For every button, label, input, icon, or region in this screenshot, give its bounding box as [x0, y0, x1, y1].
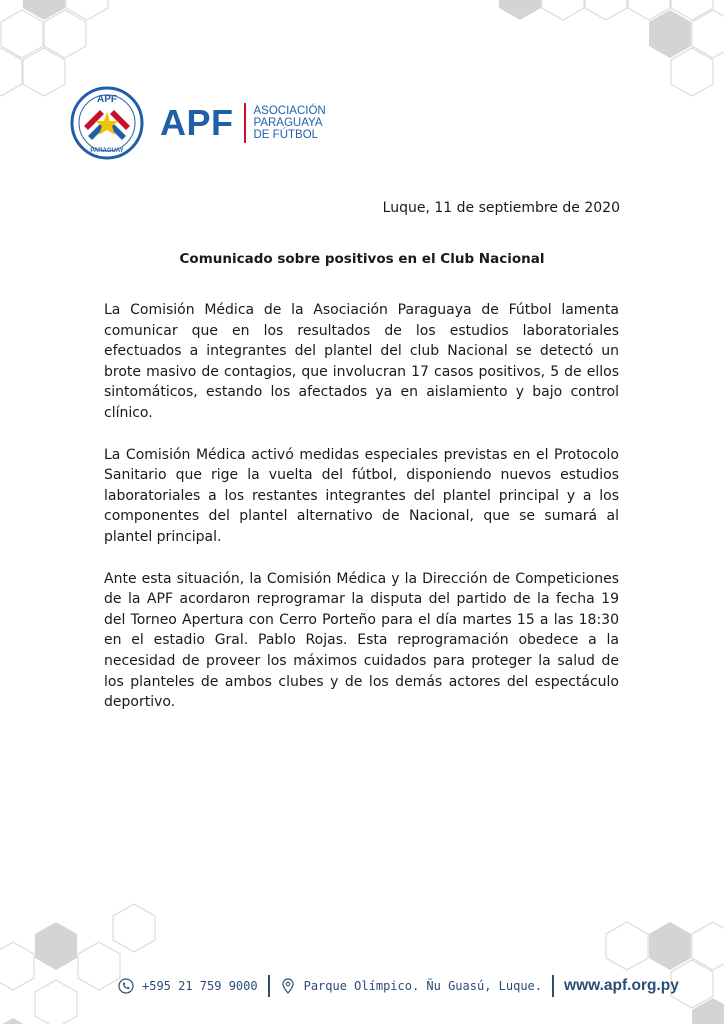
- apf-wordmark: APF: [160, 102, 234, 143]
- footer-address: Parque Olímpico. Ñu Guasú, Luque.: [303, 979, 543, 993]
- footer-phone[interactable]: +595 21 759 9000: [142, 979, 258, 993]
- association-line-1: ASOCIACIÓN: [253, 105, 326, 117]
- association-line-3: DE FÚTBOL: [253, 129, 319, 141]
- paragraph-3: Ante esta situación, la Comisión Médica y la Dirección de Competiciones de la APF acordaron reprogramar la disputa del partido de la fecha 19 del Torneo Apertura con Cerro Porteño para el día martes 15 a las 18:30 en el estadio Gral. Pablo Rojas. Esta reprogramación obedece a la necesidad de proveer los máximos cuidados para proteger la salud de los planteles de ambos clubes y de los demás actores del espectáculo deportivo.: [104, 570, 619, 711]
- phone-icon: [118, 978, 134, 994]
- document-body: [104, 300, 619, 734]
- apf-logo[interactable]: [70, 86, 326, 160]
- footer-contact: [118, 974, 679, 998]
- paragraph-1: La Comisión Médica de la Asociación Paraguaya de Fútbol lamenta comunicar que en los resultados de los estudios laboratoriales efectuados a integrantes del plantel del club Nacional se detectó un brote masivo de contagios, que involucran 17 casos positivos, 5 de ellos sintomáticos, estando los afectados ya en aislamiento y bajo control clínico.: [104, 302, 619, 421]
- apf-seal-icon: [70, 86, 144, 160]
- document-title: Comunicado sobre positivos en el Club Nacional: [179, 251, 545, 267]
- footer-website-link[interactable]: www.apf.org.py: [564, 977, 679, 994]
- document-date: Luque, 11 de septiembre de 2020: [382, 200, 620, 216]
- association-line-2: PARAGUAYA: [253, 117, 323, 129]
- seal-text-top: APF: [97, 94, 117, 105]
- footer-separator: [552, 975, 554, 997]
- location-pin-icon: [280, 978, 296, 994]
- seal-text-bottom: PARAGUAY: [90, 148, 124, 154]
- association-name: [254, 105, 326, 141]
- wordmark-divider: [244, 103, 246, 143]
- paragraph-2: La Comisión Médica activó medidas especiales previstas en el Protocolo Sanitario que rige la vuelta del fútbol, disponiendo nuevos estudios laboratoriales a los restantes integrantes del plantel principal y a los componentes del plantel alternativo de Nacional, que se sumará al plantel principal.: [104, 446, 619, 545]
- footer-separator: [268, 975, 270, 997]
